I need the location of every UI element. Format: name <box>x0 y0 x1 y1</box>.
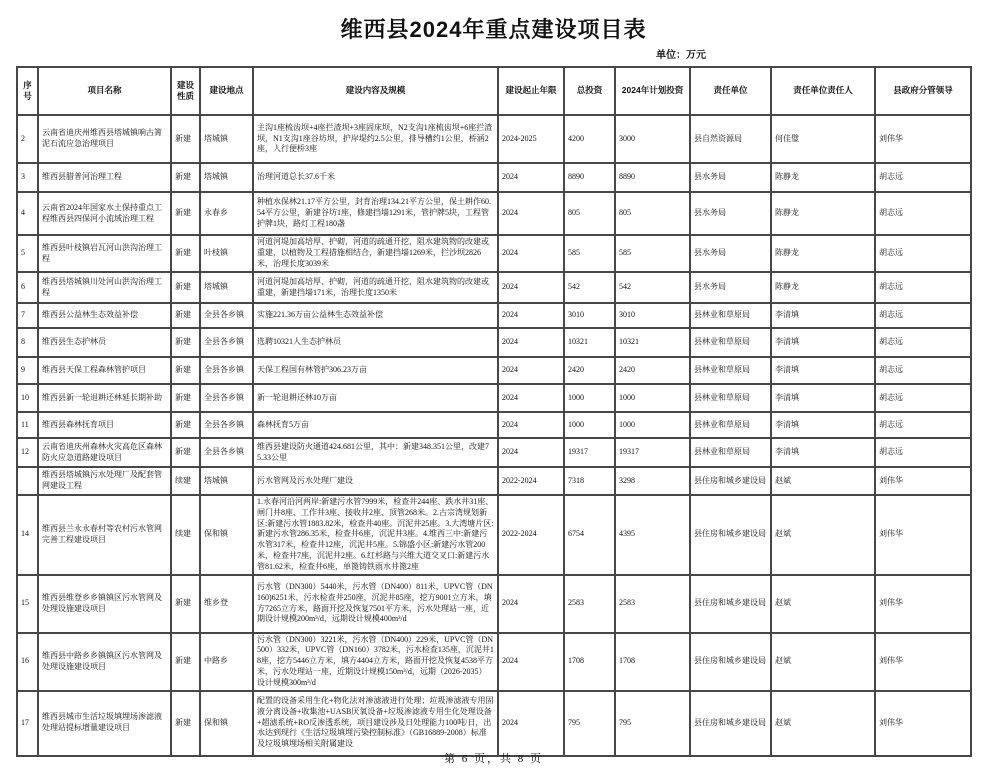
cell-project-name: 云南省2024年国家水土保持重点工程维西县四保河小流域治理工程 <box>38 192 171 235</box>
cell-years: 2024 <box>498 691 564 756</box>
cell-location: 保和镇 <box>200 495 253 575</box>
cell-leader: 刘伟华 <box>875 467 971 495</box>
table-row <box>17 192 971 235</box>
cell-total-investment: 1000 <box>564 384 615 412</box>
cell-years: 2024 <box>498 272 564 303</box>
cell-responsible-unit: 县自然资源局 <box>690 115 771 163</box>
cell-total-investment: 795 <box>564 691 615 756</box>
cell-planned-investment: 2420 <box>615 357 690 384</box>
cell-location: 永春乡 <box>200 192 253 235</box>
cell-build-nature: 新建 <box>171 272 200 303</box>
cell-responsible-person: 李清填 <box>771 328 875 357</box>
cell-content: 污水管（DN300）5440米，污水管（DN400）811米，UPVC管（DN160)6251米，污水检查井250座，沉泥井85座，挖方9001立方米，填方7265立方米，路面开挖及恢复7501平方米，污水处理站一座，近期设计规模200m³/d，远期设计规模400m³/d <box>253 575 498 633</box>
cell-years: 2024 <box>498 163 564 192</box>
cell-content: 污水管（DN300）3221米，污水管（DN400）229米，UPVC管（DN500）332米，UPVC管（DN160）3782米，污水检查135座，沉泥井18座，挖方5446立方米，填方4404立方米，路面开挖及恢复4538平方米，污水处理站一座，近期设计规模150m³/d，远期（2026-2035）设计规模300m³/d <box>253 633 498 691</box>
header-cell: 项目名称 <box>38 67 171 115</box>
table-row <box>17 412 971 438</box>
header-cell: 建设地点 <box>200 67 253 115</box>
cell-content: 种植水保林21.17平方公里，封育治理134.21平方公里，保土耕作60.54平方公里，新建谷坊1座，修建挡墙1291米，管护牌5块，工程管护牌1块，路灯工程180盏 <box>253 192 498 235</box>
cell-project-name: 维西县维登乡乡镇镇区污水管网及处理设施建设项目 <box>38 575 171 633</box>
cell-project-name: 维西县叶枝镇岩瓦河山洪沟治理工程 <box>38 235 171 272</box>
cell-content: 新一轮退耕还林10万亩 <box>253 384 498 412</box>
cell-build-nature: 新建 <box>171 575 200 633</box>
cell-content: 森林抚育5万亩 <box>253 412 498 438</box>
cell-total-investment: 19317 <box>564 438 615 467</box>
cell-project-name: 维西县森林抚育项目 <box>38 412 171 438</box>
cell-total-investment: 4200 <box>564 115 615 163</box>
cell-leader: 胡志远 <box>875 303 971 328</box>
cell-project-name: 维西县腊普河治理工程 <box>38 163 171 192</box>
cell-serial: 9 <box>17 357 38 384</box>
cell-years: 2022-2024 <box>498 467 564 495</box>
cell-responsible-person: 陈静龙 <box>771 163 875 192</box>
cell-serial: 12 <box>17 438 38 467</box>
cell-responsible-person: 陈静龙 <box>771 192 875 235</box>
cell-planned-investment: 1000 <box>615 384 690 412</box>
cell-responsible-unit: 县林业和草原局 <box>690 328 771 357</box>
cell-build-nature: 新建 <box>171 192 200 235</box>
cell-total-investment: 2583 <box>564 575 615 633</box>
header-row <box>17 67 971 115</box>
cell-build-nature: 新建 <box>171 691 200 756</box>
cell-total-investment: 6754 <box>564 495 615 575</box>
cell-build-nature: 新建 <box>171 384 200 412</box>
header-cell: 责任单位责任人 <box>771 67 875 115</box>
cell-project-name: 云南省迪庆州森林火灾高危区森林防火应急道路建设项目 <box>38 438 171 467</box>
cell-responsible-person: 李清填 <box>771 384 875 412</box>
cell-serial: 3 <box>17 163 38 192</box>
cell-responsible-unit: 县住房和城乡建设局 <box>690 575 771 633</box>
cell-leader: 胡志远 <box>875 328 971 357</box>
cell-planned-investment: 795 <box>615 691 690 756</box>
cell-total-investment: 7318 <box>564 467 615 495</box>
cell-content: 配置的设备采用生化+物化法对渗滤液进行处理；垃圾渗滤液专用固液分离设备+收集池+UASB厌氧设备+垃圾渗滤液专用生化处理设备+超滤系统+RO反渗透系统，项目建设涉及日处理能力100吨/日，出水达到现行《生活垃圾填埋污染控制标准》（GB16889-2008）标准及垃圾填埋场相关附属建设 <box>253 691 498 756</box>
cell-total-investment: 8890 <box>564 163 615 192</box>
cell-content: 主沟1座梳齿坝+4座拦渣坝+3座固床坝，N2支沟1座梳齿坝+6座拦渣坝，N1支沟1座谷坊坝，护岸堤约2.5公里，排导槽约1公里，桥涵2座，人行便桥3座 <box>253 115 498 163</box>
cell-years: 2024 <box>498 384 564 412</box>
cell-leader: 胡志远 <box>875 357 971 384</box>
cell-planned-investment: 1708 <box>615 633 690 691</box>
cell-planned-investment: 585 <box>615 235 690 272</box>
cell-content: 选聘10321人生态护林员 <box>253 328 498 357</box>
cell-content: 河道河堤加高培厚、护砌，河道的疏通开挖，阻水建筑物的改建或重建，新建挡墙171米，治理长度1350米 <box>253 272 498 303</box>
cell-serial: 6 <box>17 272 38 303</box>
cell-planned-investment: 4395 <box>615 495 690 575</box>
cell-years: 2024 <box>498 192 564 235</box>
cell-years: 2024 <box>498 235 564 272</box>
header-cell: 建设性质 <box>171 67 200 115</box>
cell-responsible-person: 赵斌 <box>771 691 875 756</box>
cell-years: 2024-2025 <box>498 115 564 163</box>
header-cell: 县政府分管领导 <box>875 67 971 115</box>
cell-project-name: 维西县中路乡乡镇镇区污水管网及处理设施建设项目 <box>38 633 171 691</box>
cell-leader: 胡志远 <box>875 163 971 192</box>
table-row <box>17 384 971 412</box>
cell-years: 2024 <box>498 357 564 384</box>
cell-build-nature: 新建 <box>171 328 200 357</box>
cell-build-nature: 新建 <box>171 235 200 272</box>
table-row <box>17 467 971 495</box>
cell-planned-investment: 3010 <box>615 303 690 328</box>
cell-content: 治理河道总长37.6千米 <box>253 163 498 192</box>
cell-responsible-person: 陈静龙 <box>771 272 875 303</box>
table-row <box>17 633 971 691</box>
table-row <box>17 303 971 328</box>
cell-years: 2022-2024 <box>498 495 564 575</box>
header-cell: 建设起止年限 <box>498 67 564 115</box>
cell-project-name: 云南省迪庆州维西县塔城镇响古箐泥石流应急治理项目 <box>38 115 171 163</box>
cell-build-nature: 新建 <box>171 115 200 163</box>
cell-build-nature: 续建 <box>171 467 200 495</box>
cell-responsible-unit: 县林业和草原局 <box>690 438 771 467</box>
cell-serial: 8 <box>17 328 38 357</box>
cell-responsible-person: 李清填 <box>771 438 875 467</box>
table-row <box>17 163 971 192</box>
cell-responsible-unit: 县林业和草原局 <box>690 384 771 412</box>
cell-build-nature: 新建 <box>171 412 200 438</box>
cell-build-nature: 新建 <box>171 357 200 384</box>
header-cell: 序号 <box>17 67 38 115</box>
cell-total-investment: 1708 <box>564 633 615 691</box>
cell-responsible-person: 李清填 <box>771 412 875 438</box>
cell-content: 河道河堤加高培厚、护砌，河道的疏通开挖，阻水建筑物的改建或重建，以植物及工程措施相结合，新建挡墙1269米，拦沙坝2826米，治理长度3039米 <box>253 235 498 272</box>
cell-content: 维西县建设防火通道424.681公里，其中：新建348.351公里，改建75.33公里 <box>253 438 498 467</box>
cell-serial: 2 <box>17 115 38 163</box>
cell-location: 全县各乡镇 <box>200 438 253 467</box>
cell-leader: 刘伟华 <box>875 115 971 163</box>
cell-build-nature: 新建 <box>171 438 200 467</box>
header-cell: 责任单位 <box>690 67 771 115</box>
cell-planned-investment: 3298 <box>615 467 690 495</box>
cell-serial: 17 <box>17 691 38 756</box>
cell-location: 全县各乡镇 <box>200 357 253 384</box>
cell-planned-investment: 10321 <box>615 328 690 357</box>
cell-project-name: 维西县生态护林员 <box>38 328 171 357</box>
cell-location: 塔城镇 <box>200 467 253 495</box>
table-row <box>17 691 971 756</box>
cell-responsible-unit: 县水务局 <box>690 163 771 192</box>
cell-responsible-unit: 县水务局 <box>690 272 771 303</box>
cell-leader: 胡志远 <box>875 235 971 272</box>
cell-total-investment: 3010 <box>564 303 615 328</box>
cell-leader: 刘伟华 <box>875 495 971 575</box>
cell-content: 实施221.36万亩公益林生态效益补偿 <box>253 303 498 328</box>
cell-serial: 14 <box>17 495 38 575</box>
cell-location: 塔城镇 <box>200 163 253 192</box>
cell-responsible-unit: 县住房和城乡建设局 <box>690 495 771 575</box>
cell-leader: 刘伟华 <box>875 575 971 633</box>
cell-responsible-unit: 县水务局 <box>690 235 771 272</box>
cell-years: 2024 <box>498 303 564 328</box>
cell-project-name: 维西县塔城镇川处河山洪沟治理工程 <box>38 272 171 303</box>
table-row <box>17 575 971 633</box>
cell-project-name: 维西县塔城镇污水处理厂及配套管网建设工程 <box>38 467 171 495</box>
cell-responsible-person: 李清填 <box>771 357 875 384</box>
cell-responsible-unit: 县水务局 <box>690 192 771 235</box>
cell-responsible-person: 赵斌 <box>771 467 875 495</box>
cell-responsible-unit: 县住房和城乡建设局 <box>690 633 771 691</box>
cell-leader: 胡志远 <box>875 438 971 467</box>
cell-planned-investment: 805 <box>615 192 690 235</box>
cell-content: 1.永春河沿河两岸:新建污水管7999米，检查井244座、跌水井31座、闸门井8座、工作井3座、接收井2座、顶管268米。2.古宗湾规划新区:新建污水管1883.82米，检查井40座。沉泥井25座。3.大湾塘片区:新建污水管286.35米，检查井6座，沉泥井3座。4.维西三中:新建污水管317米，检查井12座，沉泥井5座。5.锦盛小区:新建污水管200米，检查井7座，沉泥井2座。6.红杉路与兴维大道交叉口:新建污水管81.62米，检查井6座，单篦铸铁雨水井篦2座 <box>253 495 498 575</box>
cell-responsible-unit: 县林业和草原局 <box>690 412 771 438</box>
cell-total-investment: 1000 <box>564 412 615 438</box>
cell-total-investment: 10321 <box>564 328 615 357</box>
unit-row <box>0 44 987 66</box>
cell-project-name: 维西县兰永永春村等农村污水管网完善工程建设项目 <box>38 495 171 575</box>
cell-planned-investment: 542 <box>615 272 690 303</box>
cell-responsible-person: 赵斌 <box>771 633 875 691</box>
cell-responsible-person: 李清填 <box>771 303 875 328</box>
cell-build-nature: 新建 <box>171 633 200 691</box>
cell-years: 2024 <box>498 412 564 438</box>
header-cell: 2024年计划投资 <box>615 67 690 115</box>
cell-total-investment: 2420 <box>564 357 615 384</box>
cell-project-name: 维西县新一轮退耕还林延长期补助 <box>38 384 171 412</box>
cell-build-nature: 新建 <box>171 163 200 192</box>
projects-table <box>16 66 972 757</box>
table-row <box>17 438 971 467</box>
cell-years: 2024 <box>498 633 564 691</box>
table-row <box>17 235 971 272</box>
cell-build-nature: 续建 <box>171 495 200 575</box>
cell-planned-investment: 2583 <box>615 575 690 633</box>
cell-location: 全县各乡镇 <box>200 328 253 357</box>
cell-location: 维乡登 <box>200 575 253 633</box>
cell-planned-investment: 1000 <box>615 412 690 438</box>
cell-responsible-unit: 县林业和草原局 <box>690 303 771 328</box>
cell-serial: 5 <box>17 235 38 272</box>
cell-planned-investment: 8890 <box>615 163 690 192</box>
table-row <box>17 115 971 163</box>
cell-responsible-unit: 县住房和城乡建设局 <box>690 691 771 756</box>
cell-total-investment: 805 <box>564 192 615 235</box>
cell-serial: 4 <box>17 192 38 235</box>
cell-location: 叶枝镇 <box>200 235 253 272</box>
cell-content: 污水管网及污水处理厂建设 <box>253 467 498 495</box>
cell-location: 保和镇 <box>200 691 253 756</box>
cell-total-investment: 585 <box>564 235 615 272</box>
cell-leader: 胡志远 <box>875 412 971 438</box>
table-header <box>17 67 971 115</box>
cell-leader: 胡志远 <box>875 272 971 303</box>
cell-project-name: 维西县城市生活垃圾填埋场渗滤液处理站提标增量建设项目 <box>38 691 171 756</box>
cell-location: 全县各乡镇 <box>200 384 253 412</box>
cell-content: 天保工程国有林管护306.23万亩 <box>253 357 498 384</box>
header-cell: 总投资 <box>564 67 615 115</box>
cell-serial: 16 <box>17 633 38 691</box>
cell-serial: 10 <box>17 384 38 412</box>
cell-location: 中路乡 <box>200 633 253 691</box>
cell-serial: 7 <box>17 303 38 328</box>
cell-planned-investment: 19317 <box>615 438 690 467</box>
cell-leader: 刘伟华 <box>875 691 971 756</box>
cell-years: 2024 <box>498 328 564 357</box>
table-row <box>17 272 971 303</box>
table-row <box>17 495 971 575</box>
cell-location: 塔城镇 <box>200 115 253 163</box>
cell-total-investment: 542 <box>564 272 615 303</box>
cell-leader: 胡志远 <box>875 384 971 412</box>
cell-years: 2024 <box>498 438 564 467</box>
table-row <box>17 328 971 357</box>
cell-leader: 胡志远 <box>875 192 971 235</box>
page-footer: 第 6 页，共 8 页 <box>444 753 543 765</box>
cell-years: 2024 <box>498 575 564 633</box>
cell-responsible-person: 赵斌 <box>771 495 875 575</box>
cell-planned-investment: 3000 <box>615 115 690 163</box>
cell-serial: 15 <box>17 575 38 633</box>
cell-build-nature: 新建 <box>171 303 200 328</box>
cell-responsible-person: 何佳璧 <box>771 115 875 163</box>
cell-responsible-person: 赵斌 <box>771 575 875 633</box>
unit-label: 单位：万元 <box>656 50 706 61</box>
cell-responsible-unit: 县林业和草原局 <box>690 357 771 384</box>
cell-responsible-person: 陈静龙 <box>771 235 875 272</box>
cell-serial: 11 <box>17 412 38 438</box>
page-title: 维西县2024年重点建设项目表 <box>340 17 647 42</box>
cell-location: 全县各乡镇 <box>200 412 253 438</box>
cell-project-name: 维西县天保工程森林管护项目 <box>38 357 171 384</box>
cell-responsible-unit: 县住房和城乡建设局 <box>690 467 771 495</box>
cell-leader: 刘伟华 <box>875 633 971 691</box>
cell-serial <box>17 467 38 495</box>
cell-project-name: 维西县公益林生态效益补偿 <box>38 303 171 328</box>
cell-location: 全县各乡镇 <box>200 303 253 328</box>
table-row <box>17 357 971 384</box>
cell-location: 塔城镇 <box>200 272 253 303</box>
table-body <box>17 115 971 756</box>
header-cell: 建设内容及规模 <box>253 67 498 115</box>
